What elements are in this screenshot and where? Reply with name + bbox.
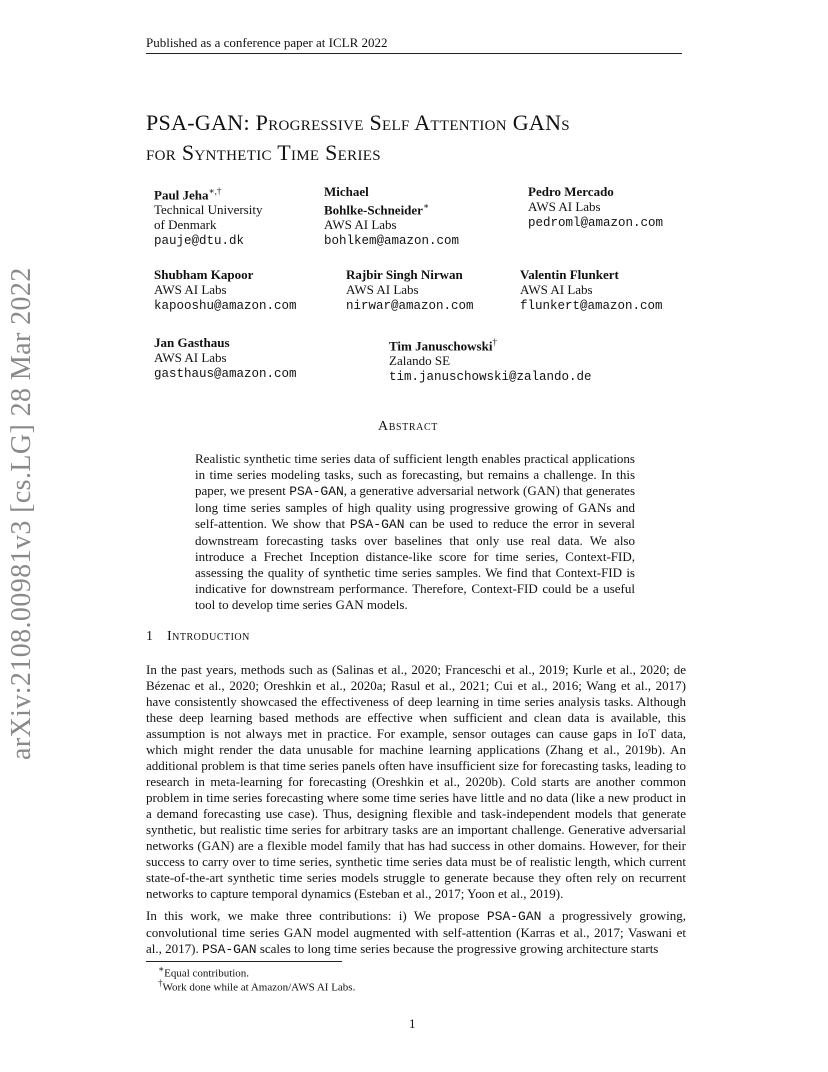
para-code: PSA-GAN — [486, 909, 542, 924]
author-name: Rajbir Singh Nirwan — [346, 267, 463, 282]
header-rule — [146, 53, 682, 54]
author-email: bohlkem@amazon.com — [324, 234, 460, 249]
author-email: gasthaus@amazon.com — [154, 367, 297, 381]
abstract-body — [195, 451, 635, 613]
author-block — [154, 184, 262, 249]
footnote-text: Work done while at Amazon/AWS AI Labs. — [162, 981, 356, 994]
author-email: nirwar@amazon.com — [346, 299, 474, 313]
abstract-text: Realistic synthetic time series data of sufficient length enables practical applications in time series modeling tasks, such as forecasting, but remains a challenge. In this paper, we present — [195, 451, 635, 498]
author-affiliation: AWS AI Labs — [154, 282, 227, 297]
author-name: Paul Jeha — [154, 187, 209, 203]
para-text: a progressively growing, convolutional time series GAN model augmented with self-attention (Karras et al., 2017; Vaswani et al., 2017). — [146, 908, 687, 956]
author-name: Jan Gasthaus — [154, 335, 230, 350]
abstract-code: PSA-GAN — [349, 517, 405, 532]
author-affiliation: AWS AI Labs — [528, 199, 601, 214]
abstract-text: can be used to reduce the error in several downstream forecasting tasks over baselines that only use real data. We also introduce a Frechet Inception distance-like score for time series, Context-FID, assessing the quality of synthetic time series samples. We find that Context-FID is indicative for downstream performance. Therefore, Context-FID could be a useful tool to develop time series GAN models. — [195, 516, 636, 612]
author-name: Bohlke-Schneider — [324, 202, 423, 218]
author-mark: ∗,† — [208, 186, 222, 196]
para-text: scales to long time series because the progressive growing architecture starts — [256, 941, 659, 956]
footnote-mark: † — [158, 978, 163, 988]
author-affiliation: of Denmark — [154, 217, 217, 233]
section-number: 1 — [146, 629, 153, 644]
author-affiliation: AWS AI Labs — [520, 282, 593, 297]
author-mark: † — [492, 337, 497, 347]
para-code: PSA-GAN — [201, 942, 257, 957]
footnote-rule — [146, 961, 342, 962]
footnote-mark: ∗ — [158, 964, 165, 974]
page-number: 1 — [409, 1016, 416, 1031]
section-title: Introduction — [167, 629, 250, 644]
author-affiliation: AWS AI Labs — [346, 282, 419, 297]
author-email: kapooshu@amazon.com — [154, 299, 297, 313]
section-heading — [146, 629, 250, 645]
arxiv-identifier: arXiv:2108.00981v3 [cs.LG] 28 Mar 2022 — [6, 267, 37, 760]
author-affiliation: AWS AI Labs — [324, 217, 397, 233]
author-affiliation: Zalando SE — [389, 353, 451, 369]
footnote — [158, 977, 355, 995]
intro-paragraph-1: In the past years, methods such as (Salinas et al., 2020; Franceschi et al., 2019; Kurle et al., 2020; de Bézenac et al., 2020; Oreshkin et al., 2020a; Rasul et al., 2021; Cui et al., 2016; Wang et al., 2017) have consistently showcased the effectiveness of deep learning in time series analysis tasks. Although these deep learning based methods are effective when sufficient and clean data is available, this assumption is not always met in practice. For example, sensor outages can cause gaps in IoT data, which might render the data unusable for machine learning applications (Zhang et al., 2019b). An additional problem is that time series panels often have insufficient size for forecasting tasks, leading to research in meta-learning for forecasting (Oreshkin et al., 2020b). Cold starts are another common problem in time series forecasting where some time series have little and no data (like a new product in a demand forecasting use case). Thus, designing flexible and task-independent models that generate synthetic, but realistic time series for arbitrary tasks are an important challenge. Generative adversarial networks (GAN) are a flexible model family that has had success in other domains. However, for their success to carry over to time series, synthetic time series data must be of realistic length, which current state-of-the-art synthetic time series models struggle to generate because they often rely on recurrent networks to capture temporal dynamics (Esteban et al., 2017; Yoon et al., 2019). — [146, 662, 686, 901]
author-block — [346, 267, 474, 314]
running-header: Published as a conference paper at ICLR 2022 — [146, 35, 388, 50]
author-block — [324, 184, 459, 249]
author-block — [154, 335, 297, 382]
intro-paragraph-2 — [146, 908, 686, 958]
author-name: Pedro Mercado — [528, 184, 614, 199]
author-email: pauje@dtu.dk — [154, 234, 245, 249]
title-part-2: Progressive Self Attention GANs — [255, 110, 570, 135]
author-block — [154, 267, 297, 314]
author-name: Tim Januschowski — [389, 338, 493, 354]
author-mark: ∗ — [422, 201, 430, 211]
paper-title — [146, 108, 706, 168]
title-part-1: PSA-GAN: — [146, 110, 256, 135]
author-block — [520, 267, 663, 314]
author-affiliation: AWS AI Labs — [154, 350, 227, 365]
title-part-3: for Synthetic Time Series — [146, 140, 381, 165]
footnote-text: Equal contribution. — [164, 967, 250, 980]
para-text: In this work, we make three contributions: i) We propose — [146, 908, 487, 923]
author-name: Shubham Kapoor — [154, 267, 254, 282]
abstract-text: , a generative adversarial network (GAN) that generates long time series samples of high quality using progressive growing of GANs and self-attention. We show that — [195, 483, 636, 531]
author-name: Michael — [324, 184, 369, 199]
abstract-heading: Abstract — [378, 419, 438, 434]
abstract-code: PSA-GAN — [289, 484, 344, 499]
author-block — [389, 335, 592, 385]
author-name: Valentin Flunkert — [520, 267, 619, 282]
author-email: flunkert@amazon.com — [520, 299, 663, 313]
author-affiliation: Technical University — [154, 202, 263, 218]
author-block — [528, 184, 663, 231]
author-email: pedroml@amazon.com — [528, 216, 664, 230]
author-email: tim.januschowski@zalando.de — [389, 370, 592, 385]
